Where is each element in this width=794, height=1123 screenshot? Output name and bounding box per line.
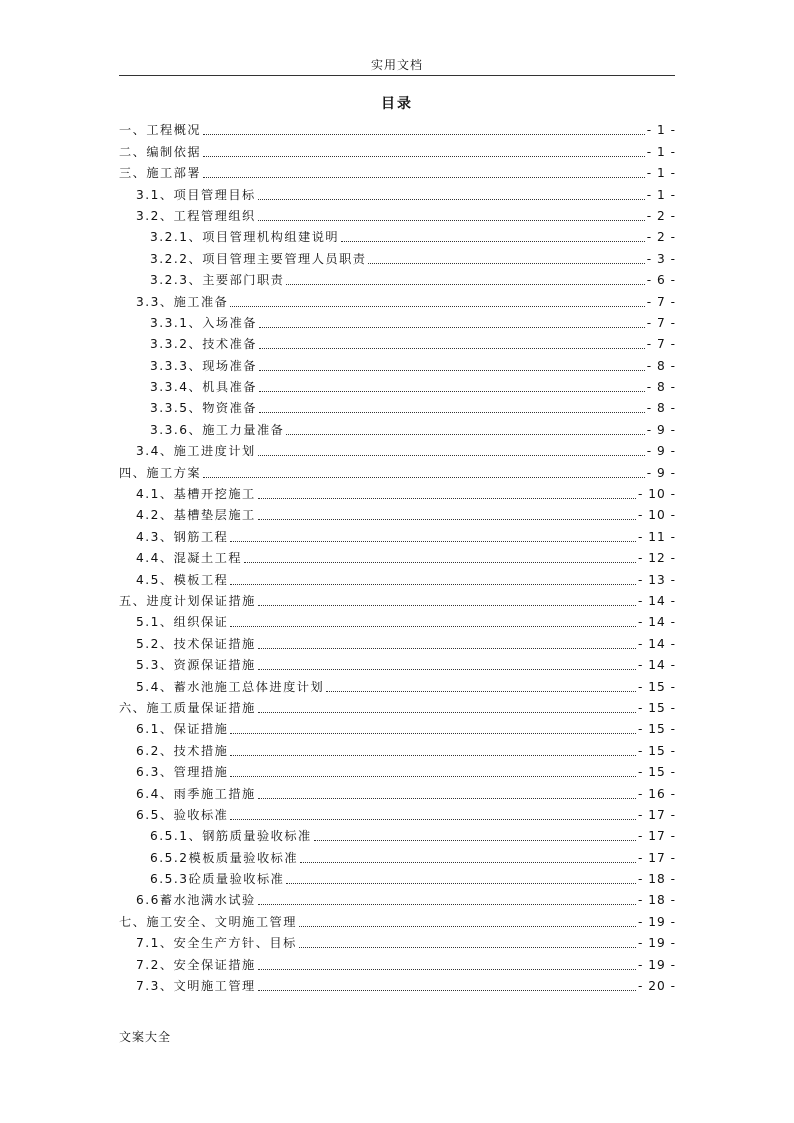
toc-entry-label: 6.5.2模板质量验收标准	[150, 850, 299, 865]
toc-entry-label: 4.1、基槽开挖施工	[136, 487, 256, 502]
toc-entry-label: 6.5.3砼质量验收标准	[150, 872, 285, 887]
toc-entry-page: - 19 -	[637, 914, 676, 929]
toc-entry-page: - 15 -	[637, 679, 676, 694]
toc-entry-label: 6.6蓄水池满水试验	[136, 893, 256, 908]
dot-leader	[230, 776, 636, 777]
dot-leader	[368, 263, 644, 264]
toc-entry[interactable]	[119, 545, 676, 566]
toc-entry-page: - 14 -	[637, 636, 676, 651]
toc-entry-label: 6.2、技术措施	[136, 743, 229, 758]
toc-entry[interactable]	[119, 609, 676, 630]
toc-entry-label: 7.2、安全保证措施	[136, 957, 256, 972]
toc-entry-page: - 9 -	[646, 465, 676, 480]
toc-entry[interactable]	[119, 973, 676, 994]
dot-leader	[258, 519, 636, 520]
toc-entry-page: - 11 -	[637, 529, 676, 544]
dot-leader	[258, 798, 636, 799]
table-of-contents	[119, 117, 676, 994]
toc-entry-label: 5.1、组织保证	[136, 615, 229, 630]
toc-entry[interactable]	[119, 117, 676, 138]
toc-entry-label: 4.2、基槽垫层施工	[136, 508, 256, 523]
toc-entry-page: - 1 -	[646, 166, 676, 181]
page-header: 实用文档	[370, 58, 423, 72]
toc-entry-label: 6.1、保证措施	[136, 722, 229, 737]
toc-entry-label: 7.1、安全生产方针、目标	[136, 936, 297, 951]
dot-leader	[230, 626, 636, 627]
toc-entry-page: - 7 -	[646, 315, 676, 330]
dot-leader	[230, 306, 644, 307]
toc-entry-page: - 13 -	[637, 572, 676, 587]
toc-entry-label: 3.3.3、现场准备	[150, 358, 257, 373]
toc-entry-page: - 2 -	[646, 208, 676, 223]
toc-entry-label: 一、工程概况	[119, 123, 202, 138]
toc-entry-page: - 20 -	[637, 979, 676, 994]
toc-entry[interactable]	[119, 416, 676, 437]
toc-entry-label: 3.3.6、施工力量准备	[150, 422, 285, 437]
toc-entry-page: - 19 -	[637, 936, 676, 951]
toc-entry-page: - 2 -	[646, 230, 676, 245]
toc-entry[interactable]	[119, 823, 676, 844]
toc-entry-label: 3.3.2、技术准备	[150, 337, 257, 352]
toc-entry-page: - 15 -	[637, 743, 676, 758]
toc-entry-page: - 7 -	[646, 294, 676, 309]
toc-entry-page: - 9 -	[646, 444, 676, 459]
toc-entry-label: 五、进度计划保证措施	[119, 593, 256, 608]
toc-entry-page: - 3 -	[646, 251, 676, 266]
toc-entry[interactable]	[119, 245, 676, 266]
dot-leader	[230, 819, 636, 820]
toc-entry-label: 7.3、文明施工管理	[136, 979, 256, 994]
toc-entry[interactable]	[119, 523, 676, 544]
toc-entry[interactable]	[119, 502, 676, 523]
toc-entry-label: 3.3.5、物资准备	[150, 401, 257, 416]
dot-leader	[259, 370, 645, 371]
toc-entry-page: - 17 -	[637, 807, 676, 822]
toc-entry-label: 6.3、管理措施	[136, 765, 229, 780]
toc-entry-page: - 18 -	[637, 872, 676, 887]
toc-entry[interactable]	[119, 481, 676, 502]
toc-entry[interactable]	[119, 930, 676, 951]
dot-leader	[258, 904, 636, 905]
toc-entry-page: - 1 -	[646, 144, 676, 159]
toc-entry[interactable]	[119, 331, 676, 352]
dot-leader	[258, 990, 636, 991]
toc-entry[interactable]	[119, 908, 676, 929]
toc-entry-page: - 7 -	[646, 337, 676, 352]
toc-entry-page: - 18 -	[637, 893, 676, 908]
toc-entry-page: - 10 -	[637, 508, 676, 523]
toc-entry-label: 六、施工质量保证措施	[119, 700, 256, 715]
toc-entry[interactable]	[119, 866, 676, 887]
dot-leader	[259, 327, 645, 328]
dot-leader	[230, 584, 636, 585]
toc-entry-label: 3.2.3、主要部门职责	[150, 273, 285, 288]
toc-entry[interactable]	[119, 716, 676, 737]
toc-entry-page: - 8 -	[646, 380, 676, 395]
toc-entry-label: 二、编制依据	[119, 144, 202, 159]
toc-entry[interactable]	[119, 459, 676, 480]
dot-leader	[258, 199, 645, 200]
toc-entry[interactable]	[119, 203, 676, 224]
dot-leader	[258, 969, 636, 970]
toc-entry-page: - 16 -	[637, 786, 676, 801]
toc-entry-label: 3.3.1、入场准备	[150, 315, 257, 330]
toc-entry-page: - 6 -	[646, 273, 676, 288]
toc-entry-label: 七、施工安全、文明施工管理	[119, 914, 297, 929]
toc-entry[interactable]	[119, 673, 676, 694]
toc-entry-label: 4.3、钢筋工程	[136, 529, 229, 544]
dot-leader	[258, 669, 636, 670]
toc-entry-page: - 8 -	[646, 358, 676, 373]
toc-title: 目录	[381, 96, 413, 112]
toc-entry-page: - 10 -	[637, 487, 676, 502]
toc-entry-page: - 19 -	[637, 957, 676, 972]
toc-entry-page: - 15 -	[637, 765, 676, 780]
toc-entry[interactable]	[119, 181, 676, 202]
toc-entry[interactable]	[119, 737, 676, 758]
toc-entry-page: - 15 -	[637, 700, 676, 715]
dot-leader	[258, 455, 645, 456]
dot-leader	[286, 284, 644, 285]
toc-entry[interactable]	[119, 395, 676, 416]
toc-entry-page: - 1 -	[646, 187, 676, 202]
toc-entry-label: 3.2.1、项目管理机构组建说明	[150, 230, 340, 245]
toc-entry-label: 4.4、混凝土工程	[136, 551, 243, 566]
toc-entry[interactable]	[119, 160, 676, 181]
toc-entry[interactable]	[119, 630, 676, 651]
toc-entry-label: 3.2、工程管理组织	[136, 208, 256, 223]
toc-entry[interactable]	[119, 844, 676, 865]
toc-entry-label: 三、施工部署	[119, 166, 202, 181]
toc-entry-page: - 15 -	[637, 722, 676, 737]
dot-leader	[258, 220, 645, 221]
toc-entry-label: 6.5、验收标准	[136, 807, 229, 822]
toc-entry[interactable]	[119, 138, 676, 159]
dot-leader	[314, 840, 636, 841]
toc-entry-label: 5.2、技术保证措施	[136, 636, 256, 651]
dot-leader	[259, 412, 645, 413]
dot-leader	[203, 177, 645, 178]
page-footer: 文案大全	[119, 1030, 172, 1044]
dot-leader	[203, 156, 645, 157]
toc-entry-page: - 12 -	[637, 551, 676, 566]
dot-leader	[326, 691, 636, 692]
dot-leader	[286, 883, 636, 884]
toc-entry-label: 3.2.2、项目管理主要管理人员职责	[150, 251, 367, 266]
dot-leader	[244, 562, 636, 563]
dot-leader	[258, 498, 636, 499]
dot-leader	[259, 348, 645, 349]
dot-leader	[203, 477, 645, 478]
toc-entry[interactable]	[119, 267, 676, 288]
dot-leader	[259, 391, 645, 392]
toc-entry-page: - 8 -	[646, 401, 676, 416]
toc-entry[interactable]	[119, 352, 676, 373]
toc-entry-label: 3.3、施工准备	[136, 294, 229, 309]
toc-entry-label: 6.5.1、钢筋质量验收标准	[150, 829, 312, 844]
toc-entry-page: - 9 -	[646, 422, 676, 437]
dot-leader	[230, 755, 636, 756]
dot-leader	[299, 926, 636, 927]
toc-entry-label: 四、施工方案	[119, 465, 202, 480]
toc-entry-label: 3.4、施工进度计划	[136, 444, 256, 459]
toc-entry-label: 6.4、雨季施工措施	[136, 786, 256, 801]
dot-leader	[286, 434, 644, 435]
dot-leader	[230, 541, 636, 542]
toc-entry-label: 4.5、模板工程	[136, 572, 229, 587]
toc-entry-page: - 14 -	[637, 615, 676, 630]
toc-entry-label: 5.3、资源保证措施	[136, 658, 256, 673]
toc-entry-label: 3.1、项目管理目标	[136, 187, 256, 202]
toc-entry-page: - 14 -	[637, 593, 676, 608]
toc-entry[interactable]	[119, 951, 676, 972]
toc-entry-page: - 1 -	[646, 123, 676, 138]
toc-entry[interactable]	[119, 887, 676, 908]
toc-entry[interactable]	[119, 438, 676, 459]
dot-leader	[300, 862, 636, 863]
header-divider	[119, 75, 675, 76]
toc-entry[interactable]	[119, 288, 676, 309]
toc-entry[interactable]	[119, 802, 676, 823]
dot-leader	[258, 605, 636, 606]
toc-entry[interactable]	[119, 310, 676, 331]
toc-entry[interactable]	[119, 224, 676, 245]
toc-entry[interactable]	[119, 695, 676, 716]
toc-entry[interactable]	[119, 588, 676, 609]
dot-leader	[341, 241, 645, 242]
toc-entry[interactable]	[119, 566, 676, 587]
toc-entry-label: 3.3.4、机具准备	[150, 380, 257, 395]
toc-entry[interactable]	[119, 374, 676, 395]
dot-leader	[230, 733, 636, 734]
toc-entry-page: - 17 -	[637, 829, 676, 844]
dot-leader	[299, 947, 636, 948]
toc-entry-page: - 14 -	[637, 658, 676, 673]
toc-entry[interactable]	[119, 759, 676, 780]
toc-entry[interactable]	[119, 780, 676, 801]
dot-leader	[258, 648, 636, 649]
dot-leader	[203, 134, 645, 135]
toc-entry-label: 5.4、蓄水池施工总体进度计划	[136, 679, 325, 694]
dot-leader	[258, 712, 636, 713]
toc-entry-page: - 17 -	[637, 850, 676, 865]
toc-entry[interactable]	[119, 652, 676, 673]
